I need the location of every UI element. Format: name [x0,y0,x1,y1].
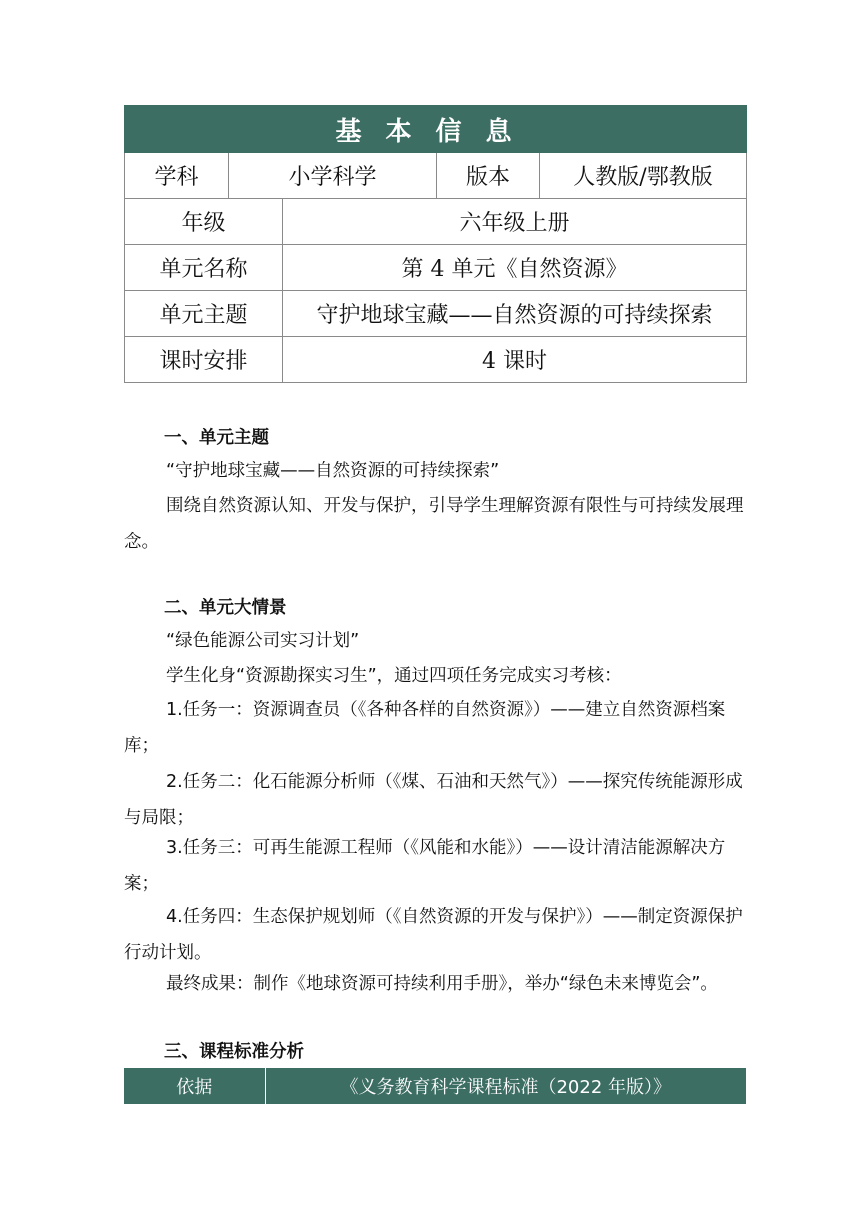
section2-heading: 二、单元大情景 [164,598,287,618]
standards-table [124,1068,746,1104]
unit-theme-label: 单元主题 [125,291,283,337]
edition-label: 版本 [437,153,540,199]
unit-name-label: 单元名称 [125,245,283,291]
unit-theme-value: 守护地球宝藏——自然资源的可持续探索 [283,291,747,337]
task-item-3: 3.任务三：可再生能源工程师（《风能和水能》）——设计清洁能源解决方案； [124,838,726,894]
section2-quote: “绿色能源公司实习计划” [166,631,360,651]
final-result: 最终成果：制作《地球资源可持续利用手册》，举办“绿色未来博览会”。 [166,974,718,994]
unit-name-value: 第 4 单元《自然资源》 [283,245,747,291]
edition-value: 人教版/鄂教版 [540,153,747,199]
subject-label: 学科 [125,153,229,199]
basis-label: 依据 [124,1068,265,1104]
task-item-1: 1.任务一：资源调查员（《各种各样的自然资源》）——建立自然资源档案库； [124,700,726,756]
grade-label: 年级 [125,199,283,245]
schedule-label: 课时安排 [125,337,283,383]
task-item-4: 4.任务四：生态保护规划师（《自然资源的开发与保护》）——制定资源保护行动计划。 [124,907,743,963]
section3-heading: 三、课程标准分析 [164,1042,304,1062]
schedule-value: 4 课时 [283,337,747,383]
subject-value: 小学科学 [229,153,437,199]
section1-heading: 一、单元主题 [164,428,269,448]
grade-value: 六年级上册 [283,199,747,245]
section1-quote: “守护地球宝藏——自然资源的可持续探索” [166,461,500,481]
section1-paragraph: 围绕自然资源认知、开发与保护，引导学生理解资源有限性与可持续发展理念。 [124,496,744,552]
basic-info-header: 基本信息 [125,106,747,153]
task-item-2: 2.任务二：化石能源分析师（《煤、石油和天然气》）——探究传统能源形成与局限； [124,772,743,828]
basis-value: 《义务教育科学课程标准（2022 年版）》 [265,1068,746,1104]
basic-info-table [124,105,747,383]
section2-intro: 学生化身“资源勘探实习生”，通过四项任务完成实习考核： [166,666,622,686]
